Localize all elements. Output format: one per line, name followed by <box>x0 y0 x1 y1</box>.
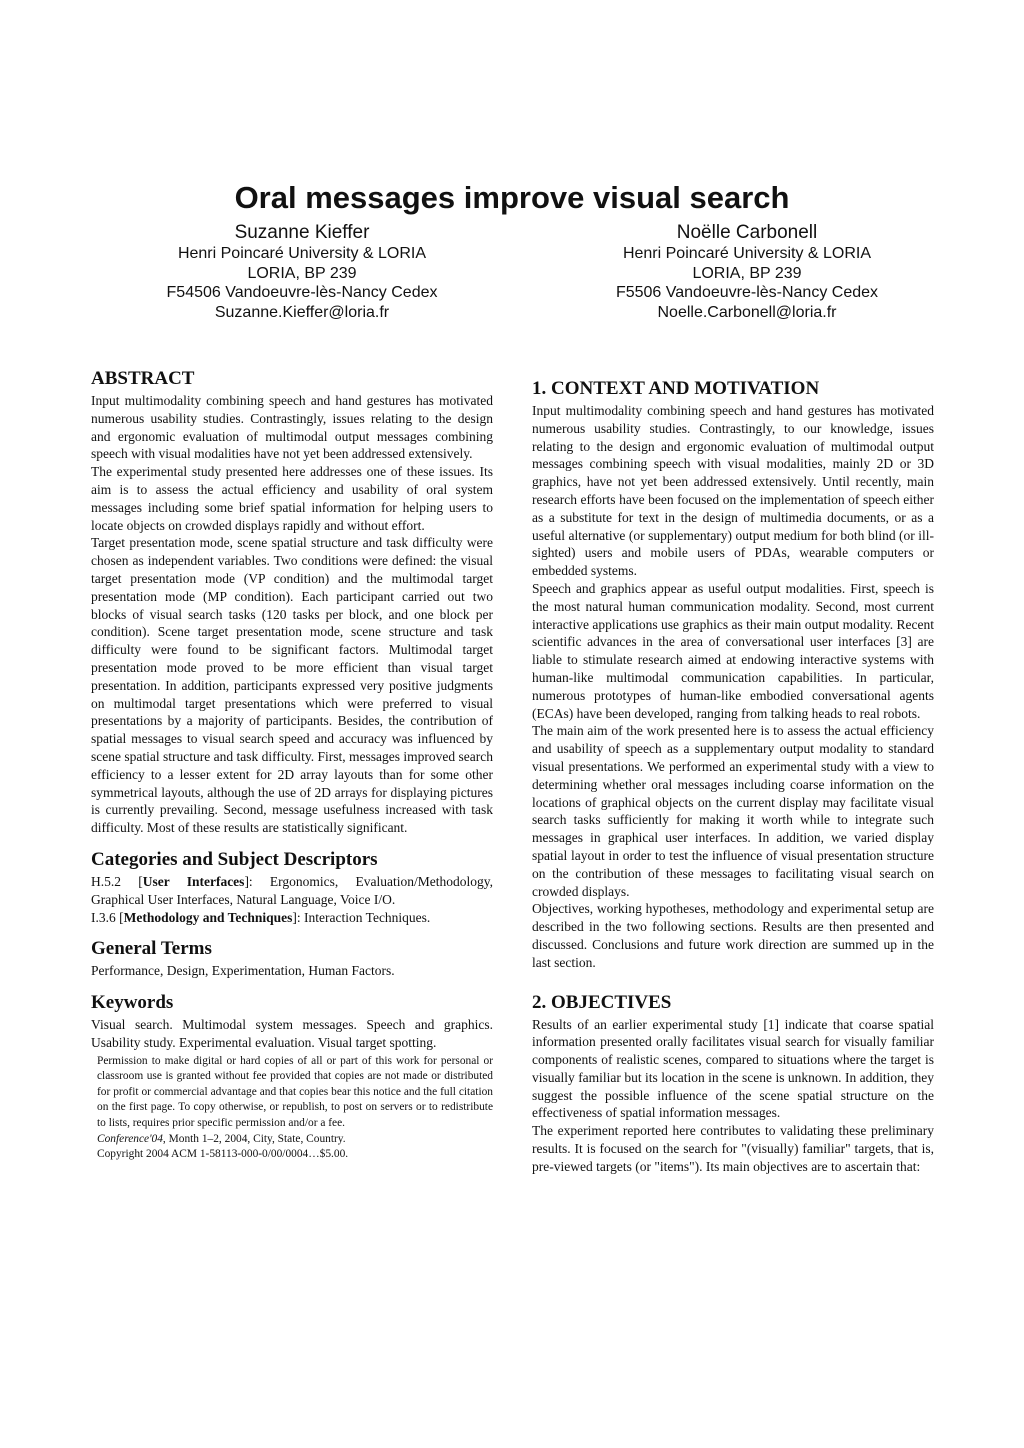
permission-text: Permission to make digital or hard copies of all or part of this work for personal or classroom use is granted without fee provided that copies are not made or distributed for profit or commercial advantage and that copies bear this notice and the full citation on the first page. To copy otherwise, or republish, to post on servers or to redistribute to lists, requires prior specific permission and/or a fee. <box>97 1054 493 1130</box>
author-name: Noëlle Carbonell <box>676 222 818 243</box>
conference-line <box>97 1132 493 1148</box>
author-address: LORIA, BP 239 <box>247 264 357 282</box>
category-bold: Methodology and Techniques <box>123 909 293 925</box>
section2-heading: 2. OBJECTIVES <box>532 991 672 1013</box>
category-line <box>91 873 493 909</box>
author-email: Suzanne.Kieffer@loria.fr <box>214 303 390 321</box>
section2-paragraph: The experiment reported here contributes to validating these preliminary results. It is focused on the search for "(visually) familiar" targets, that is, pre-viewed targets (or "items"). Its main objectives are to ascertain that: <box>532 1123 934 1174</box>
general-terms-text: Performance, Design, Experimentation, Human Factors. <box>91 963 395 979</box>
abstract-paragraph: The experimental study presented here addresses one of these issues. Its aim is to assess the actual efficiency and usability of oral system messages including some brief spatial information for helping users to locate objects on crowded displays rapidly and without effort. <box>91 464 493 533</box>
section1-paragraph: Objectives, working hypotheses, methodology and experimental setup are described in the two following sections. Results are then presented and discussed. Conclusions and future work direction are summed up in the last section. <box>532 901 934 970</box>
section1-paragraph: The main aim of the work presented here is to assess the actual efficiency and usability of speech as a supplementary output modality to standard visual presentations. We performed an experimental study with a view to determining whether oral messages including coarse information on the locations of graphical objects on the current display may facilitate visual search tasks sufficiently for making it worth while to integrate such messages in graphical user interfaces. In addition, we varied display spatial layout in order to test the influence of visual presentation structure on the contribution of these messages to facilitating visual search on crowded displays. <box>532 723 934 899</box>
abstract-paragraph: Target presentation mode, scene spatial structure and task difficulty were chosen as independent variables. Two conditions were defined: the visual target presentation mode (VP condition) and the multimodal target presentation mode (MP condition). Each participant carried out two blocks of visual search tasks (120 tasks per block, and one block per condition). Scene target presentation mode, scene structure and task difficulty were found to be significant factors. Multimodal target presentation mode proved to be more efficient than visual target presentation. In addition, participants expressed very positive judgments on multimodal target presentations which were preferred to visual presentations by a majority of participants. Besides, the contribution of spatial messages to visual search speed and accuracy was influenced by scene spatial structure and task difficulty. First, messages improved search efficiency to a lesser extent for 2D array layouts than for some other symmetrical layouts, although the use of 2D arrays for displaying pictures is currently prevailing. Second, message usefulness increased with task difficulty. Most of these results are statistically significant. <box>91 535 493 836</box>
abstract-paragraph: Input multimodality combining speech and hand gestures has motivated numerous usability studies. Contrastingly, issues relating to the design and ergonomic evaluation of multimodal output messages combining speech with visual modalities have not yet been addressed extensively. <box>91 393 493 462</box>
author-affiliation: Henri Poincaré University & LORIA <box>622 245 872 262</box>
abstract-heading: ABSTRACT <box>91 368 195 389</box>
author-address: LORIA, BP 239 <box>692 264 802 282</box>
left-column <box>91 368 493 1163</box>
paper-title: Oral messages improve visual search <box>234 180 790 215</box>
author-email: Noelle.Carbonell@loria.fr <box>657 303 837 321</box>
section1-heading: 1. CONTEXT AND MOTIVATION <box>532 378 820 399</box>
author-city: F54506 Vandoeuvre-lès-Nancy Cedex <box>166 284 438 301</box>
categories-heading: Categories and Subject Descriptors <box>91 848 378 870</box>
author-city: F5506 Vandoeuvre-lès-Nancy Cedex <box>615 284 879 301</box>
category-line <box>91 909 493 927</box>
right-column <box>532 378 934 1176</box>
category-bold: User Interfaces <box>142 873 245 889</box>
category-rest: ]: Interaction Techniques. <box>292 909 431 925</box>
keywords-text: Visual search. Multimodal system messages. Speech and graphics. Usability study. Experimental evaluation. Visual target spotting. <box>91 1017 493 1050</box>
conference-name: Conference'04 <box>97 1132 163 1145</box>
keywords-heading: Keywords <box>91 992 174 1014</box>
section2-paragraph: Results of an earlier experimental study [1] indicate that coarse spatial information presented orally facilitates visual search for visually familiar components of realistic scenes, compared to situations where the target is visually familiar but its location in the scene is unknown. In addition, they suggest the possible influence of the scene spatial structure on the effectiveness of spatial information messages. <box>532 1016 934 1121</box>
author-block-left <box>102 222 502 322</box>
author-affiliation: Henri Poincaré University & LORIA <box>177 245 427 262</box>
author-name: Suzanne Kieffer <box>234 222 370 243</box>
category-rest: ]: Ergonomics, Evaluation/Methodology, Graphical User Interfaces, Natural Language, Voice I/O. <box>91 873 493 907</box>
author-block-right <box>547 222 947 322</box>
permission-block <box>91 1054 493 1163</box>
section1-paragraph: Input multimodality combining speech and hand gestures has motivated numerous usability studies. Contrastingly, to our knowledge, issues relating to the design and ergonomic evaluation of multimodal output messages combining speech with visual modalities, mainly 2D or 3D graphics, have not yet been addressed extensively. Until recently, main research efforts have been focused on the implementation of speech either as a substitute for text in the design of multimedia documents, or as a useful alternative (or supplementary) output medium for both blind (or ill-sighted) users and mobile users of PDAs, wearable computers or embedded systems. <box>532 403 934 579</box>
category-code: H.5.2 [ <box>91 873 143 889</box>
copyright-line: Copyright 2004 ACM 1-58113-000-0/00/0004…$5.00. <box>97 1148 349 1161</box>
conference-details: , Month 1–2, 2004, City, State, Country. <box>162 1132 346 1145</box>
section1-paragraph: Speech and graphics appear as useful output modalities. First, speech is the most natural human communication modality. Second, most current interactive applications use graphics as their main output modality. Recent scientific advances in the area of conversational user interfaces [3] are liable to stimulate research aimed at endowing interactive systems with human-like multimodal communication capabilities. In particular, numerous prototypes of human-like embodied conversational agents (ECAs) have been developed, ranging from talking heads to real robots. <box>532 580 934 721</box>
general-terms-heading: General Terms <box>91 938 212 960</box>
category-code: I.3.6 [ <box>91 909 124 925</box>
